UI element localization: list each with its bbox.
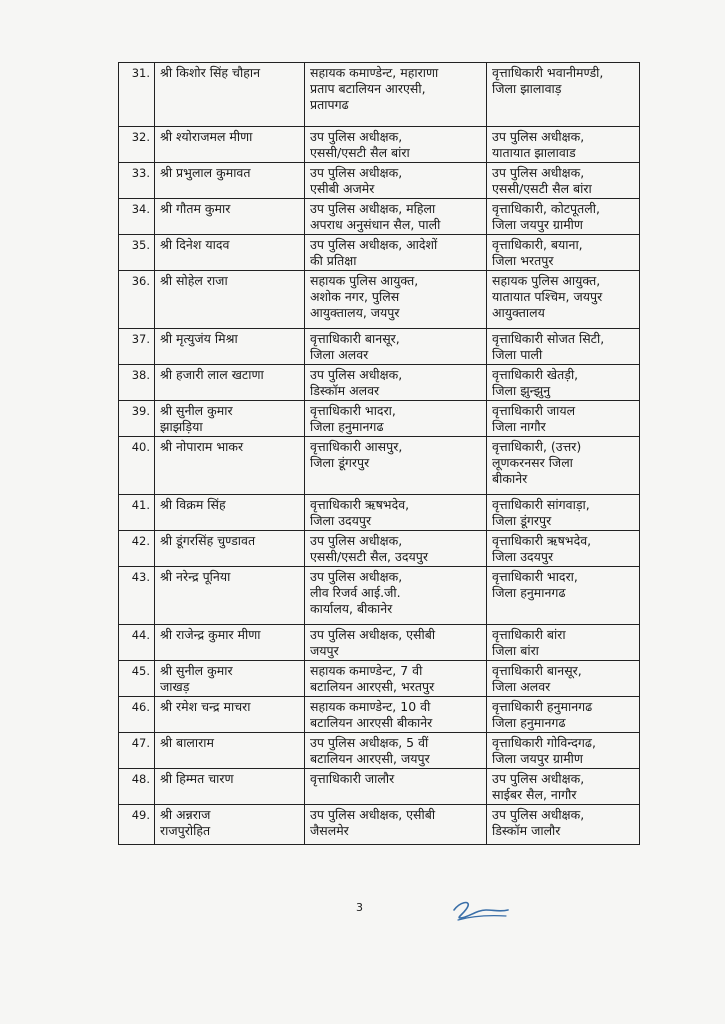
serial-number-text: 43. [131,570,150,584]
serial-number-cell [119,63,155,127]
officer-name-cell [155,769,305,805]
new-posting-text: वृत्ताधिकारी भवानीमण्डी, जिला झालावाड़ [492,65,604,96]
new-posting-text: वृत्ताधिकारी सांगवाड़ा, जिला डूंगरपुर [492,497,590,528]
new-posting-cell [487,661,640,697]
table-row [119,163,640,199]
new-posting-cell [487,437,640,495]
serial-number-cell [119,567,155,625]
serial-number-text: 45. [131,664,150,678]
table-row [119,733,640,769]
new-posting-text: वृत्ताधिकारी भादरा, जिला हनुमानगढ [492,569,578,600]
new-posting-cell [487,329,640,365]
current-posting-text: उप पुलिस अधीक्षक, महिला अपराध अनुसंधान सैल, पाली [310,201,441,232]
serial-number-text: 37. [131,332,150,346]
table-row [119,199,640,235]
table-row [119,271,640,329]
transfer-table [118,62,640,845]
new-posting-text: वृत्ताधिकारी जायल जिला नागौर [492,403,576,434]
new-posting-cell [487,365,640,401]
current-posting-cell [305,567,487,625]
current-posting-cell [305,365,487,401]
serial-number-cell [119,163,155,199]
current-posting-cell [305,235,487,271]
current-posting-cell [305,661,487,697]
officer-name-text: श्री बालाराम [160,735,214,750]
officer-name-cell [155,365,305,401]
serial-number-cell [119,401,155,437]
officer-name-cell [155,733,305,769]
serial-number-cell [119,495,155,531]
table-row [119,437,640,495]
new-posting-text: वृत्ताधिकारी बांरा जिला बांरा [492,627,566,658]
current-posting-text: वृत्ताधिकारी ऋषभदेव, जिला उदयपुर [310,497,410,528]
officer-name-cell [155,625,305,661]
new-posting-text: उप पुलिस अधीक्षक, साईबर सैल, नागौर [492,771,585,802]
officer-name-cell [155,127,305,163]
current-posting-text: उप पुलिस अधीक्षक, एसीबी जैसलमेर [310,807,436,838]
serial-number-cell [119,805,155,845]
officer-name-cell [155,437,305,495]
table-row [119,661,640,697]
serial-number-text: 35. [131,238,150,252]
table-row [119,625,640,661]
officer-name-text: श्री नोपाराम भाकर [160,439,244,454]
new-posting-text: उप पुलिस अधीक्षक, यातायात झालावाड [492,129,585,160]
officer-name-text: श्री हिम्मत चारण [160,771,234,786]
serial-number-cell [119,127,155,163]
officer-name-text: श्री सुनील कुमार जाखड़ [160,663,233,694]
table-row [119,495,640,531]
current-posting-text: वृत्ताधिकारी जालौर [310,771,395,786]
officer-name-cell [155,495,305,531]
serial-number-cell [119,437,155,495]
serial-number-text: 44. [131,628,150,642]
current-posting-cell [305,329,487,365]
table-row [119,329,640,365]
table-row [119,769,640,805]
serial-number-text: 42. [131,534,150,548]
new-posting-cell [487,163,640,199]
table-row [119,365,640,401]
serial-number-text: 46. [131,700,150,714]
current-posting-cell [305,401,487,437]
current-posting-cell [305,769,487,805]
new-posting-text: सहायक पुलिस आयुक्त, यातायात पश्चिम, जयपुर आयुक्तालय [492,273,603,320]
serial-number-text: 33. [131,166,150,180]
current-posting-cell [305,199,487,235]
current-posting-text: सहायक पुलिस आयुक्त, अशोक नगर, पुलिस आयुक्तालय, जयपुर [310,273,419,320]
serial-number-text: 41. [131,498,150,512]
new-posting-cell [487,733,640,769]
new-posting-text: वृत्ताधिकारी हनुमानगढ जिला हनुमानगढ [492,699,593,730]
new-posting-text: उप पुलिस अधीक्षक, डिस्कॉम जालौर [492,807,585,838]
serial-number-cell [119,329,155,365]
serial-number-text: 34. [131,202,150,216]
serial-number-cell [119,235,155,271]
current-posting-cell [305,531,487,567]
new-posting-text: वृत्ताधिकारी गोविन्दगढ, जिला जयपुर ग्रामीण [492,735,596,766]
new-posting-cell [487,401,640,437]
current-posting-text: वृत्ताधिकारी आसपुर, जिला डूंगरपुर [310,439,403,470]
table-row [119,805,640,845]
current-posting-text: वृत्ताधिकारी भादरा, जिला हनुमानगढ [310,403,396,434]
table-row [119,235,640,271]
new-posting-cell [487,805,640,845]
serial-number-cell [119,769,155,805]
officer-name-text: श्री दिनेश यादव [160,237,230,252]
serial-number-cell [119,625,155,661]
current-posting-text: उप पुलिस अधीक्षक, लीव रिजर्व आई.जी. कार्यालय, बीकानेर [310,569,403,616]
serial-number-cell [119,365,155,401]
officer-name-cell [155,163,305,199]
serial-number-cell [119,733,155,769]
new-posting-cell [487,495,640,531]
current-posting-text: उप पुलिस अधीक्षक, आदेशों की प्रतिक्षा [310,237,438,268]
new-posting-cell [487,697,640,733]
new-posting-cell [487,271,640,329]
officer-name-cell [155,401,305,437]
officer-name-text: श्री नरेन्द्र पूनिया [160,569,231,584]
officer-name-text: श्री राजेन्द्र कुमार मीणा [160,627,261,642]
current-posting-text: उप पुलिस अधीक्षक, 5 वीं बटालियन आरएसी, जयपुर [310,735,430,766]
current-posting-cell [305,163,487,199]
officer-name-text: श्री मृत्युजंय मिश्रा [160,331,238,346]
current-posting-text: सहायक कमाण्डेन्ट, 10 वी बटालियन आरएसी बीकानेर [310,699,433,730]
officer-name-text: श्री अन्नराज राजपुरोहित [160,807,211,838]
current-posting-cell [305,733,487,769]
new-posting-text: वृत्ताधिकारी ऋषभदेव, जिला उदयपुर [492,533,592,564]
officer-name-text: श्री श्योराजमल मीणा [160,129,253,144]
officer-name-cell [155,271,305,329]
new-posting-text: वृत्ताधिकारी बानसूर, जिला अलवर [492,663,582,694]
serial-number-text: 40. [131,440,150,454]
table-row [119,401,640,437]
current-posting-cell [305,63,487,127]
serial-number-cell [119,661,155,697]
officer-name-cell [155,199,305,235]
serial-number-cell [119,271,155,329]
new-posting-text: वृत्ताधिकारी, बयाना, जिला भरतपुर [492,237,583,268]
officer-name-text: श्री विक्रम सिंह [160,497,226,512]
current-posting-cell [305,625,487,661]
new-posting-text: उप पुलिस अधीक्षक, एससी/एसटी सैल बांरा [492,165,592,196]
new-posting-cell [487,625,640,661]
current-posting-cell [305,495,487,531]
table-row [119,567,640,625]
serial-number-cell [119,199,155,235]
new-posting-text: वृत्ताधिकारी सोजत सिटी, जिला पाली [492,331,605,362]
current-posting-cell [305,437,487,495]
officer-name-cell [155,661,305,697]
officer-name-text: श्री किशोर सिंह चौहान [160,65,261,80]
current-posting-text: उप पुलिस अधीक्षक, एसीबी अजमेर [310,165,403,196]
serial-number-text: 36. [131,274,150,288]
officer-name-text: श्री हजारी लाल खटाणा [160,367,264,382]
current-posting-text: उप पुलिस अधीक्षक, एससी/एसटी सैल, उदयपुर [310,533,428,564]
serial-number-text: 31. [131,66,150,80]
current-posting-cell [305,805,487,845]
new-posting-text: वृत्ताधिकारी खेतड़ी, जिला झुन्झुनु [492,367,579,398]
current-posting-text: उप पुलिस अधीक्षक, एसीबी जयपुर [310,627,436,658]
serial-number-text: 49. [131,808,150,822]
table-row [119,697,640,733]
officer-name-text: श्री रमेश चन्द्र माचरा [160,699,251,714]
current-posting-text: सहायक कमाण्डेन्ट, 7 वी बटालियन आरएसी, भरतपुर [310,663,435,694]
serial-number-text: 38. [131,368,150,382]
officer-name-text: श्री डूंगरसिंह चुण्डावत [160,533,256,548]
current-posting-cell [305,127,487,163]
new-posting-cell [487,199,640,235]
page-number: 3 [356,901,363,914]
table-row [119,63,640,127]
table-row [119,127,640,163]
serial-number-text: 39. [131,404,150,418]
officer-name-cell [155,805,305,845]
current-posting-text: वृत्ताधिकारी बानसूर, जिला अलवर [310,331,400,362]
current-posting-cell [305,697,487,733]
officer-name-text: श्री गौतम कुमार [160,201,231,216]
officer-name-cell [155,63,305,127]
serial-number-cell [119,697,155,733]
new-posting-cell [487,127,640,163]
serial-number-text: 48. [131,772,150,786]
officer-name-text: श्री सुनील कुमार झाझड़िया [160,403,233,434]
table-row [119,531,640,567]
officer-name-cell [155,329,305,365]
new-posting-cell [487,567,640,625]
officer-name-cell [155,235,305,271]
transfer-table-body [119,63,640,845]
current-posting-text: उप पुलिस अधीक्षक, एससी/एसटी सैल बांरा [310,129,410,160]
officer-name-text: श्री प्रभुलाल कुमावत [160,165,251,180]
officer-name-cell [155,567,305,625]
officer-name-cell [155,531,305,567]
signature-mark [446,896,516,926]
current-posting-cell [305,271,487,329]
new-posting-text: वृत्ताधिकारी, कोटपूतली, जिला जयपुर ग्रामीण [492,201,600,232]
new-posting-cell [487,235,640,271]
current-posting-text: सहायक कमाण्डेन्ट, महाराणा प्रताप बटालियन आरएसी, प्रतापगढ [310,65,439,112]
officer-name-text: श्री सोहेल राजा [160,273,228,288]
new-posting-cell [487,63,640,127]
serial-number-text: 47. [131,736,150,750]
serial-number-text: 32. [131,130,150,144]
officer-name-cell [155,697,305,733]
new-posting-cell [487,769,640,805]
serial-number-cell [119,531,155,567]
new-posting-text: वृत्ताधिकारी, (उत्तर) लूणकरनसर जिला बीकानेर [492,439,582,486]
current-posting-text: उप पुलिस अधीक्षक, डिस्कॉम अलवर [310,367,403,398]
new-posting-cell [487,531,640,567]
